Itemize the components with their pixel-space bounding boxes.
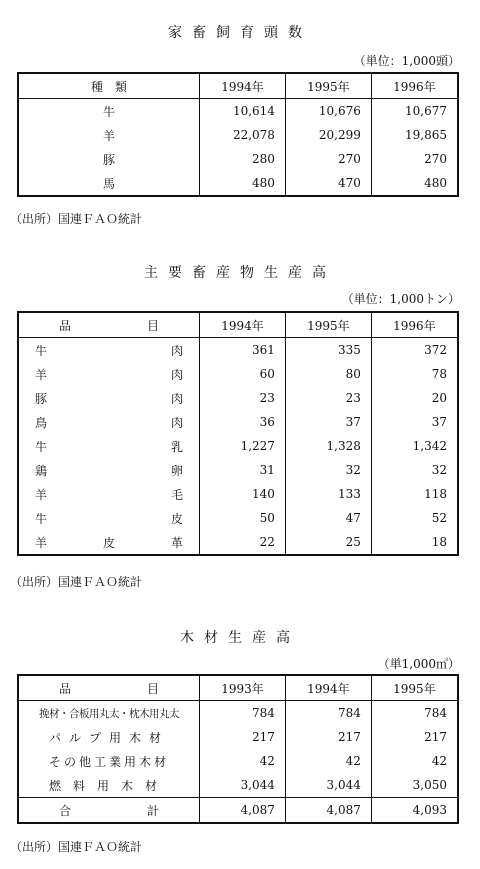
header-year: 1996年 bbox=[371, 312, 458, 338]
row-item-left: 牛 bbox=[35, 439, 48, 454]
row-item-left: 鶏 bbox=[35, 463, 48, 478]
row-item: 挽材・合板用丸太・枕木用丸太 bbox=[39, 707, 179, 720]
cell-value: 10,677 bbox=[371, 99, 458, 124]
products-unit: （単位：1,000トン） bbox=[341, 292, 460, 306]
row-item: 羊 bbox=[102, 128, 115, 143]
products-table bbox=[17, 311, 459, 556]
timber-unit: （単1,000㎥） bbox=[377, 657, 460, 671]
livestock-title: 家畜飼育頭数 bbox=[168, 25, 312, 41]
livestock-table bbox=[17, 72, 459, 197]
row-item: パルプ用木材 bbox=[48, 730, 169, 745]
row-item bbox=[18, 530, 200, 555]
table-row bbox=[18, 530, 458, 555]
header-item: 種 類 bbox=[18, 73, 200, 99]
cell-value: 22 bbox=[200, 530, 286, 555]
row-item bbox=[18, 362, 200, 386]
table-row bbox=[18, 458, 458, 482]
header-year: 1994年 bbox=[200, 312, 286, 338]
row-item-right: 肉 bbox=[170, 367, 183, 382]
total-value: 4,087 bbox=[285, 798, 371, 824]
row-item-right: 卵 bbox=[170, 463, 183, 478]
table-row bbox=[18, 99, 458, 124]
row-item bbox=[18, 410, 200, 434]
cell-value: 78 bbox=[371, 362, 458, 386]
cell-value: 42 bbox=[200, 749, 286, 773]
row-item-right: 革 bbox=[170, 535, 183, 550]
cell-value: 20 bbox=[371, 386, 458, 410]
products-source: （出所）国連ＦＡＯ統計 bbox=[10, 575, 143, 589]
row-item-right: 肉 bbox=[170, 391, 183, 406]
cell-value: 25 bbox=[285, 530, 371, 555]
cell-value: 60 bbox=[200, 362, 286, 386]
table-row bbox=[18, 171, 458, 196]
row-item-right: 肉 bbox=[170, 343, 183, 358]
table-row bbox=[18, 147, 458, 171]
cell-value: 1,342 bbox=[371, 434, 458, 458]
row-item bbox=[18, 458, 200, 482]
timber-title: 木材生産高 bbox=[180, 630, 300, 646]
header-year: 1994年 bbox=[285, 675, 371, 701]
row-item-right: 毛 bbox=[170, 487, 183, 502]
cell-value: 3,044 bbox=[200, 773, 286, 798]
header-year: 1993年 bbox=[200, 675, 286, 701]
cell-value: 470 bbox=[285, 171, 371, 196]
row-item-left: 羊 bbox=[35, 367, 48, 382]
table-header-row bbox=[18, 675, 458, 701]
timber-source: （出所）国連ＦＡＯ統計 bbox=[10, 840, 143, 854]
header-year: 1995年 bbox=[285, 73, 371, 99]
header-year: 1995年 bbox=[371, 675, 458, 701]
header-year: 1994年 bbox=[200, 73, 286, 99]
row-item-left: 牛 bbox=[35, 343, 48, 358]
row-item bbox=[18, 338, 200, 363]
total-value: 4,087 bbox=[200, 798, 286, 824]
header-item-right: 目 bbox=[146, 318, 159, 333]
cell-value: 23 bbox=[285, 386, 371, 410]
cell-value: 18 bbox=[371, 530, 458, 555]
table-row bbox=[18, 338, 458, 363]
header-item-left: 品 bbox=[59, 681, 72, 696]
row-item-right: 肉 bbox=[170, 415, 183, 430]
cell-value: 20,299 bbox=[285, 123, 371, 147]
timber-table bbox=[17, 674, 459, 824]
cell-value: 10,614 bbox=[200, 99, 286, 124]
table-row bbox=[18, 773, 458, 798]
cell-value: 372 bbox=[371, 338, 458, 363]
header-item bbox=[18, 675, 200, 701]
row-item: 燃料用木材 bbox=[48, 778, 169, 793]
row-item-left: 鳥 bbox=[35, 415, 48, 430]
cell-value: 31 bbox=[200, 458, 286, 482]
row-item: その他工業用木材 bbox=[48, 754, 169, 769]
table-row bbox=[18, 362, 458, 386]
cell-value: 335 bbox=[285, 338, 371, 363]
cell-value: 10,676 bbox=[285, 99, 371, 124]
row-item bbox=[18, 434, 200, 458]
header-item-right: 目 bbox=[146, 681, 159, 696]
cell-value: 133 bbox=[285, 482, 371, 506]
row-item-right: 皮 bbox=[170, 511, 183, 526]
cell-value: 280 bbox=[200, 147, 286, 171]
header-item-left: 品 bbox=[59, 318, 72, 333]
total-label bbox=[18, 798, 200, 824]
row-item: 牛 bbox=[102, 104, 115, 119]
cell-value: 217 bbox=[285, 725, 371, 749]
table-header-row bbox=[18, 312, 458, 338]
row-item bbox=[18, 506, 200, 530]
cell-value: 217 bbox=[371, 725, 458, 749]
table-header-row bbox=[18, 73, 458, 99]
row-item: 馬 bbox=[102, 176, 115, 191]
row-item-mid: 皮 bbox=[102, 535, 115, 550]
row-item bbox=[18, 482, 200, 506]
row-item bbox=[18, 386, 200, 410]
cell-value: 42 bbox=[285, 749, 371, 773]
total-value: 4,093 bbox=[371, 798, 458, 824]
cell-value: 37 bbox=[285, 410, 371, 434]
header-year: 1996年 bbox=[371, 73, 458, 99]
cell-value: 217 bbox=[200, 725, 286, 749]
cell-value: 80 bbox=[285, 362, 371, 386]
cell-value: 3,044 bbox=[285, 773, 371, 798]
cell-value: 270 bbox=[285, 147, 371, 171]
cell-value: 361 bbox=[200, 338, 286, 363]
cell-value: 270 bbox=[371, 147, 458, 171]
livestock-unit: （単位：1,000頭） bbox=[353, 54, 460, 68]
row-item: 豚 bbox=[102, 152, 115, 167]
cell-value: 47 bbox=[285, 506, 371, 530]
table-row bbox=[18, 386, 458, 410]
total-label-left: 合 bbox=[59, 803, 72, 818]
cell-value: 3,050 bbox=[371, 773, 458, 798]
cell-value: 1,227 bbox=[200, 434, 286, 458]
table-row bbox=[18, 749, 458, 773]
header-year: 1995年 bbox=[285, 312, 371, 338]
cell-value: 32 bbox=[371, 458, 458, 482]
total-label-right: 計 bbox=[146, 803, 159, 818]
cell-value: 784 bbox=[200, 701, 286, 726]
cell-value: 22,078 bbox=[200, 123, 286, 147]
row-item-left: 羊 bbox=[35, 487, 48, 502]
table-row bbox=[18, 434, 458, 458]
table-total-row bbox=[18, 798, 458, 824]
cell-value: 1,328 bbox=[285, 434, 371, 458]
header-item bbox=[18, 312, 200, 338]
table-row bbox=[18, 410, 458, 434]
livestock-source: （出所）国連ＦＡＯ統計 bbox=[10, 212, 143, 226]
cell-value: 36 bbox=[200, 410, 286, 434]
table-row bbox=[18, 482, 458, 506]
table-row bbox=[18, 506, 458, 530]
cell-value: 784 bbox=[285, 701, 371, 726]
cell-value: 784 bbox=[371, 701, 458, 726]
row-item-left: 豚 bbox=[35, 391, 48, 406]
cell-value: 42 bbox=[371, 749, 458, 773]
row-item-right: 乳 bbox=[170, 439, 183, 454]
cell-value: 50 bbox=[200, 506, 286, 530]
cell-value: 480 bbox=[371, 171, 458, 196]
cell-value: 32 bbox=[285, 458, 371, 482]
row-item-left: 牛 bbox=[35, 511, 48, 526]
row-item-left: 羊 bbox=[35, 535, 48, 550]
cell-value: 52 bbox=[371, 506, 458, 530]
table-row bbox=[18, 701, 458, 726]
cell-value: 480 bbox=[200, 171, 286, 196]
table-row bbox=[18, 123, 458, 147]
cell-value: 118 bbox=[371, 482, 458, 506]
cell-value: 19,865 bbox=[371, 123, 458, 147]
cell-value: 23 bbox=[200, 386, 286, 410]
cell-value: 140 bbox=[200, 482, 286, 506]
table-row bbox=[18, 725, 458, 749]
products-title: 主要畜産物生産高 bbox=[144, 265, 336, 281]
cell-value: 37 bbox=[371, 410, 458, 434]
